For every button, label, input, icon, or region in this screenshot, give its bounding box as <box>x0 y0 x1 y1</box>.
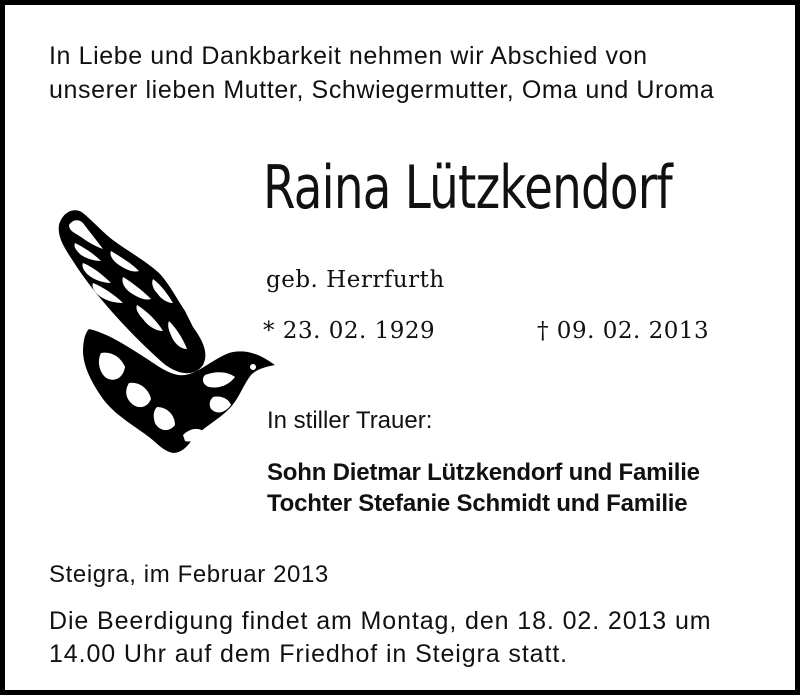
mourning-label: In stiller Trauer: <box>267 407 433 434</box>
mourner-daughter: Tochter Stefanie Schmidt und Familie <box>267 490 688 517</box>
deceased-name: Raina Lützkendorf <box>263 153 672 223</box>
intro-line-2: unserer lieben Mutter, Schwiegermutter, Oma und Uroma <box>49 76 715 104</box>
birth-date: * 23. 02. 1929 <box>263 318 436 344</box>
intro-line-1: In Liebe und Dankbarkeit nehmen wir Abschied von <box>49 42 648 70</box>
funeral-line-1: Die Beerdigung findet am Montag, den 18. 02. 2013 um <box>49 607 712 635</box>
funeral-line-2: 14.00 Uhr auf dem Friedhof in Steigra statt. <box>49 640 569 668</box>
praying-hands-icon <box>53 203 275 455</box>
place-date: Steigra, im Februar 2013 <box>49 561 329 588</box>
mourner-son: Sohn Dietmar Lützkendorf und Familie <box>267 459 700 486</box>
death-date: † 09. 02. 2013 <box>537 318 710 344</box>
maiden-name: geb. Herrfurth <box>266 267 445 293</box>
